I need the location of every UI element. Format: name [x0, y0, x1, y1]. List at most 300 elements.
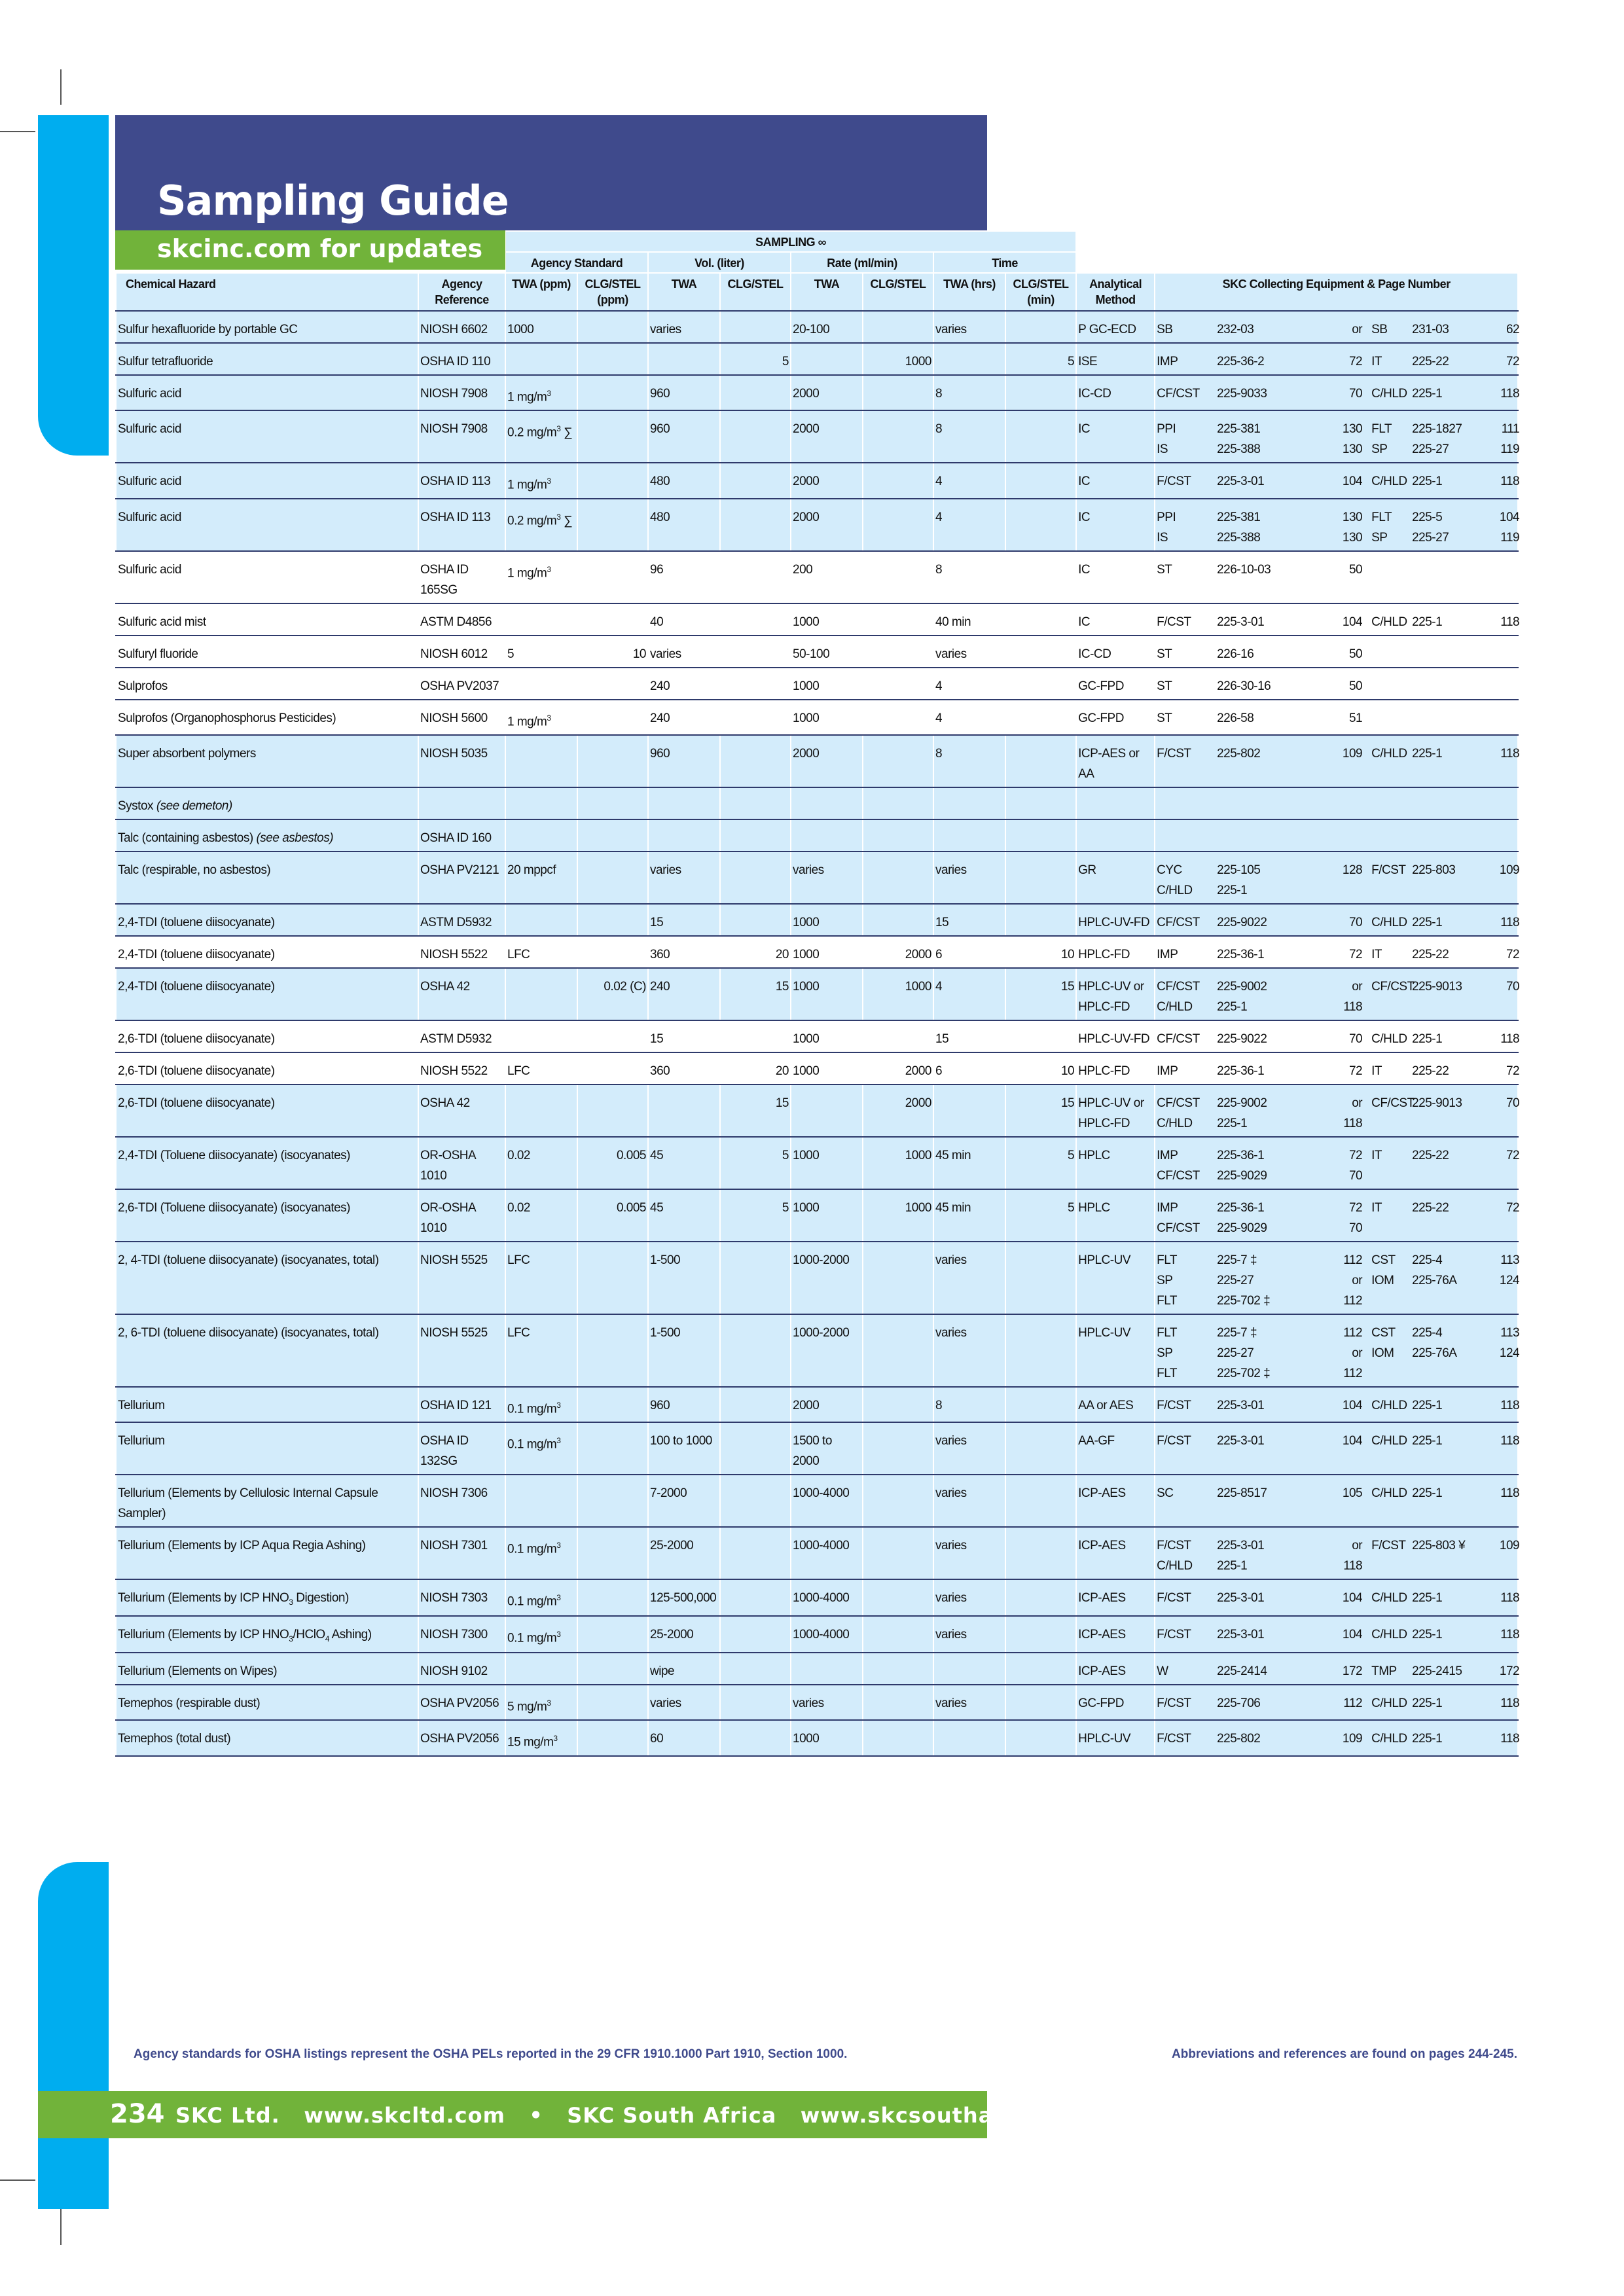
time-twa-cell: 8: [933, 375, 1005, 410]
rate-clg-cell: [863, 787, 933, 819]
page-number: 234: [110, 2099, 165, 2129]
rate-clg-cell: [863, 1422, 933, 1475]
sampling-header: SAMPLING ∞: [505, 231, 1076, 252]
time-clg-cell: [1005, 700, 1076, 735]
clg-ppm-cell: [577, 668, 648, 700]
chemical-hazard-cell: 2,4-TDI (Toluene diisocyanate) (isocyanates): [116, 1137, 418, 1189]
chemical-hazard-cell: 2,6-TDI (Toluene diisocyanate) (isocyanates): [116, 1189, 418, 1242]
agency-reference-cell: OSHA ID 113: [418, 463, 505, 498]
time-twa-cell: 15: [933, 1020, 1005, 1052]
clg-ppm-cell: [577, 1052, 648, 1085]
time-twa-cell: 40 min: [933, 603, 1005, 636]
vol-twa-cell: 960: [648, 375, 720, 410]
time-twa-cell: 4: [933, 700, 1005, 735]
vol-clg-cell: [720, 1387, 791, 1422]
twa-ppm-cell: [505, 735, 577, 787]
rate-twa-cell: 1000: [791, 603, 863, 636]
rate-twa-cell: 1000: [791, 1189, 863, 1242]
table-row: [116, 1242, 1518, 1314]
twa-ppm-cell: [505, 787, 577, 819]
table-row: [116, 1314, 1518, 1387]
rate-twa-cell: 1000-4000: [791, 1616, 863, 1653]
vol-twa-cell: 1-500: [648, 1314, 720, 1387]
chemical-hazard-cell: Sulfuric acid: [116, 551, 418, 603]
time-twa-cell: 4: [933, 463, 1005, 498]
vol-twa-cell: 480: [648, 499, 720, 551]
table-row: [116, 551, 1518, 603]
time-clg-header: CLG/STEL (min): [1005, 273, 1076, 311]
clg-ppm-cell: [577, 311, 648, 343]
chemical-hazard-cell: 2,6-TDI (toluene diisocyanate): [116, 1020, 418, 1052]
table-row: [116, 1616, 1518, 1653]
page-title: Sampling Guide: [157, 177, 509, 224]
rate-twa-cell: [791, 1085, 863, 1137]
crop-mark: [0, 2179, 35, 2181]
time-twa-cell: varies: [933, 1475, 1005, 1527]
rate-clg-cell: [863, 1242, 933, 1314]
vol-clg-cell: [720, 700, 791, 735]
time-twa-cell: 45 min: [933, 1189, 1005, 1242]
vol-twa-header: TWA: [648, 273, 720, 311]
clg-ppm-cell: [577, 1242, 648, 1314]
clg-ppm-cell: [577, 787, 648, 819]
twa-ppm-cell: 1 $mg/m^3$: [505, 463, 577, 498]
clg-ppm-cell: [577, 819, 648, 852]
rate-clg-cell: [863, 852, 933, 904]
vol-twa-cell: 240: [648, 668, 720, 700]
agency-reference-cell: OSHA PV2056: [418, 1720, 505, 1755]
clg-ppm-cell: [577, 1314, 648, 1387]
time-twa-cell: varies: [933, 311, 1005, 343]
vol-clg-cell: 15: [720, 968, 791, 1020]
vol-clg-cell: [720, 735, 791, 787]
analytical-method-cell: HPLC-UV-FD: [1076, 1020, 1155, 1052]
vol-clg-cell: [720, 499, 791, 551]
twa-ppm-cell: 0.1 $mg/m^3$: [505, 1527, 577, 1579]
vol-header: Vol. (liter): [648, 252, 791, 273]
vol-clg-cell: [720, 311, 791, 343]
twa-ppm-cell: 1 $mg/m^3$: [505, 551, 577, 603]
time-twa-cell: varies: [933, 1314, 1005, 1387]
header-spacer: [1076, 231, 1518, 252]
vol-twa-cell: [648, 343, 720, 375]
analytical-method-cell: IC: [1076, 499, 1155, 551]
time-clg-cell: [1005, 1475, 1076, 1527]
time-clg-cell: [1005, 551, 1076, 603]
chemical-hazard-cell: Tellurium (Elements by Cellulosic Internal Capsule Sampler): [116, 1475, 418, 1527]
vol-twa-cell: 100 to 1000: [648, 1422, 720, 1475]
agency-reference-cell: OSHA PV2037: [418, 668, 505, 700]
rate-clg-cell: [863, 1527, 933, 1579]
vol-clg-cell: [720, 1314, 791, 1387]
rate-header: Rate (ml/min): [791, 252, 933, 273]
time-twa-header: TWA (hrs): [933, 273, 1005, 311]
crop-mark: [0, 131, 35, 132]
analytical-method-cell: HPLC-UV or HPLC-FD: [1076, 968, 1155, 1020]
vol-twa-cell: 125-500,000: [648, 1579, 720, 1616]
rate-twa-cell: varies: [791, 1685, 863, 1720]
rate-clg-cell: [863, 636, 933, 668]
agency-reference-cell: NIOSH 5525: [418, 1242, 505, 1314]
clg-ppm-cell: [577, 1475, 648, 1527]
rate-twa-cell: [791, 819, 863, 852]
table-row: [116, 700, 1518, 735]
clg-ppm-cell: [577, 1527, 648, 1579]
analytical-method-cell: HPLC-UV: [1076, 1242, 1155, 1314]
table-row: [116, 1579, 1518, 1616]
chemical-hazard-cell: 2,6-TDI (toluene diisocyanate): [116, 1085, 418, 1137]
agency-reference-cell: OSHA ID 113: [418, 499, 505, 551]
twa-ppm-cell: 1 $mg/m^3$: [505, 375, 577, 410]
clg-ppm-cell: [577, 852, 648, 904]
equipment-cell: F/CST 225-3-01 104 C/HLD 225-1 118: [1155, 1579, 1518, 1616]
time-twa-cell: 8: [933, 735, 1005, 787]
twa-ppm-cell: 0.2 $mg/m^3$ ∑: [505, 410, 577, 463]
rate-clg-cell: [863, 1020, 933, 1052]
agency-reference-cell: OR-OSHA 1010: [418, 1137, 505, 1189]
twa-ppm-cell: 5: [505, 636, 577, 668]
equipment-cell: F/CST 225-3-01 104 C/HLD 225-1 118: [1155, 1422, 1518, 1475]
rate-twa-cell: 1000: [791, 936, 863, 968]
table-row: [116, 1685, 1518, 1720]
vol-twa-cell: 240: [648, 968, 720, 1020]
table-row: [116, 1422, 1518, 1475]
rate-twa-cell: 1500 to 2000: [791, 1422, 863, 1475]
analytical-method-cell: P GC-ECD: [1076, 311, 1155, 343]
rate-twa-cell: [791, 343, 863, 375]
analytical-method-cell: HPLC-UV: [1076, 1720, 1155, 1755]
rate-clg-cell: [863, 904, 933, 936]
twa-ppm-cell: LFC: [505, 936, 577, 968]
time-clg-cell: 15: [1005, 1085, 1076, 1137]
equipment-cell: F/CST 225-3-01 104 C/HLD 225-1 118: [1155, 463, 1518, 498]
twa-ppm-cell: 15 $mg/m^3$: [505, 1720, 577, 1755]
analytical-method-cell: GC-FPD: [1076, 668, 1155, 700]
table-row: [116, 904, 1518, 936]
rate-clg-cell: 2000: [863, 1085, 933, 1137]
rate-clg-cell: [863, 311, 933, 343]
analytical-method-cell: ICP-AES: [1076, 1616, 1155, 1653]
agency-reference-cell: [418, 787, 505, 819]
agency-reference-cell: OSHA PV2121: [418, 852, 505, 904]
vol-clg-cell: 20: [720, 936, 791, 968]
table-row: [116, 499, 1518, 551]
agency-reference-cell: OSHA 42: [418, 968, 505, 1020]
twa-ppm-cell: 0.2 $mg/m^3$ ∑: [505, 499, 577, 551]
time-clg-cell: 10: [1005, 936, 1076, 968]
vol-twa-cell: 60: [648, 1720, 720, 1755]
time-twa-cell: 4: [933, 499, 1005, 551]
agency-reference-cell: NIOSH 7303: [418, 1579, 505, 1616]
time-clg-cell: [1005, 375, 1076, 410]
chemical-hazard-cell: Sulfuric acid: [116, 463, 418, 498]
analytical-method-cell: HPLC-UV-FD: [1076, 904, 1155, 936]
clg-ppm-cell: [577, 904, 648, 936]
time-twa-cell: [933, 1085, 1005, 1137]
agency-reference-cell: OSHA ID 132SG: [418, 1422, 505, 1475]
time-clg-cell: [1005, 735, 1076, 787]
analytical-method-cell: GC-FPD: [1076, 1685, 1155, 1720]
time-twa-cell: 6: [933, 1052, 1005, 1085]
chemical-hazard-cell: Tellurium (Elements on Wipes): [116, 1653, 418, 1685]
rate-clg-cell: [863, 499, 933, 551]
chemical-hazard-cell: Sulfuryl fluoride: [116, 636, 418, 668]
clg-ppm-cell: [577, 551, 648, 603]
time-twa-cell: 4: [933, 668, 1005, 700]
rate-twa-cell: 2000: [791, 375, 863, 410]
twa-ppm-cell: 0.1 $mg/m^3$: [505, 1616, 577, 1653]
analytical-method-cell: ICP-AES: [1076, 1527, 1155, 1579]
chemical-hazard-cell: 2, 6-TDI (toluene diisocyanate) (isocyanates, total): [116, 1314, 418, 1387]
rate-clg-cell: 1000: [863, 343, 933, 375]
header-spacer: [1076, 252, 1518, 273]
clg-stel-ppm-header: CLG/STEL (ppm): [577, 273, 648, 311]
equipment-cell: CF/CST 225-9002 or CF/CST 225-9013 70 C/HLD 225-1 118: [1155, 968, 1518, 1020]
rate-twa-cell: 1000-4000: [791, 1527, 863, 1579]
agency-reference-cell: ASTM D5932: [418, 904, 505, 936]
rate-twa-cell: 2000: [791, 463, 863, 498]
agency-reference-cell: NIOSH 7300: [418, 1616, 505, 1653]
time-clg-cell: [1005, 668, 1076, 700]
rate-clg-cell: [863, 700, 933, 735]
analytical-method-header: Analytical Method: [1076, 273, 1155, 311]
twa-ppm-cell: LFC: [505, 1314, 577, 1387]
chemical-hazard-cell: 2,6-TDI (toluene diisocyanate): [116, 1052, 418, 1085]
vol-twa-cell: 360: [648, 1052, 720, 1085]
time-twa-cell: varies: [933, 1579, 1005, 1616]
vol-clg-cell: [720, 603, 791, 636]
time-clg-cell: [1005, 499, 1076, 551]
twa-ppm-cell: [505, 603, 577, 636]
vol-twa-cell: 15: [648, 904, 720, 936]
agency-reference-cell: ASTM D5932: [418, 1020, 505, 1052]
agency-reference-cell: ASTM D4856: [418, 603, 505, 636]
twa-ppm-cell: 20 mppcf: [505, 852, 577, 904]
agency-reference-cell: OSHA ID 165SG: [418, 551, 505, 603]
table-row: [116, 463, 1518, 498]
agency-standard-header: Agency Standard: [505, 252, 648, 273]
equipment-cell: ST 226-10-03 50: [1155, 551, 1518, 603]
rate-twa-cell: 1000-2000: [791, 1242, 863, 1314]
agency-reference-cell: NIOSH 7908: [418, 375, 505, 410]
time-twa-cell: varies: [933, 1422, 1005, 1475]
rate-clg-cell: [863, 819, 933, 852]
vol-twa-cell: 25-2000: [648, 1527, 720, 1579]
rate-twa-cell: 1000: [791, 968, 863, 1020]
analytical-method-cell: GC-FPD: [1076, 700, 1155, 735]
clg-ppm-cell: [577, 1020, 648, 1052]
analytical-method-cell: HPLC-FD: [1076, 936, 1155, 968]
twa-ppm-cell: [505, 819, 577, 852]
company-line: SKC Ltd. www.skcltd.com • SKC South Africa www.skcsouthafrica.co.za: [175, 2103, 1123, 2128]
table-row: [116, 1137, 1518, 1189]
rate-clg-cell: 2000: [863, 936, 933, 968]
sampling-table: [115, 230, 1519, 1757]
rate-clg-cell: [863, 463, 933, 498]
time-clg-cell: [1005, 1314, 1076, 1387]
chemical-hazard-cell: Temephos (total dust): [116, 1720, 418, 1755]
table-row: [116, 636, 1518, 668]
table-row: [116, 375, 1518, 410]
equipment-cell: F/CST 225-3-01 or F/CST 225-803 ¥ 109 C/HLD 225-1 118: [1155, 1527, 1518, 1579]
analytical-method-cell: IC: [1076, 410, 1155, 463]
equipment-cell: CF/CST 225-9022 70 C/HLD 225-1 118: [1155, 1020, 1518, 1052]
analytical-method-cell: [1076, 787, 1155, 819]
vol-clg-cell: [720, 1020, 791, 1052]
twa-ppm-cell: 0.02: [505, 1137, 577, 1189]
vol-clg-cell: [720, 1242, 791, 1314]
time-clg-cell: 5: [1005, 1189, 1076, 1242]
vol-clg-cell: 15: [720, 1085, 791, 1137]
agency-reference-cell: OSHA 42: [418, 1085, 505, 1137]
chemical-hazard-cell: Sulfuric acid: [116, 410, 418, 463]
time-clg-cell: [1005, 603, 1076, 636]
agency-reference-cell: NIOSH 7301: [418, 1527, 505, 1579]
time-twa-cell: varies: [933, 1685, 1005, 1720]
agency-reference-cell: NIOSH 5035: [418, 735, 505, 787]
vol-clg-cell: [720, 1579, 791, 1616]
table-row: [116, 1085, 1518, 1137]
rate-clg-cell: 1000: [863, 968, 933, 1020]
rate-clg-cell: 1000: [863, 1189, 933, 1242]
clg-ppm-cell: [577, 700, 648, 735]
twa-ppm-cell: [505, 668, 577, 700]
table-row: [116, 1020, 1518, 1052]
table-row: [116, 936, 1518, 968]
equipment-cell: F/CST 225-3-01 104 C/HLD 225-1 118: [1155, 1387, 1518, 1422]
rate-clg-cell: [863, 1314, 933, 1387]
clg-ppm-cell: [577, 375, 648, 410]
rate-clg-cell: [863, 1685, 933, 1720]
equipment-cell: F/CST 225-706 112 C/HLD 225-1 118: [1155, 1685, 1518, 1720]
rate-clg-cell: [863, 668, 933, 700]
analytical-method-cell: GR: [1076, 852, 1155, 904]
table-row: [116, 1475, 1518, 1527]
clg-ppm-cell: [577, 603, 648, 636]
vol-clg-cell: 20: [720, 1052, 791, 1085]
chemical-hazard-header: Chemical Hazard: [116, 273, 418, 311]
clg-ppm-cell: [577, 1579, 648, 1616]
equipment-cell: SB 232-03 or SB 231-03 62: [1155, 311, 1518, 343]
footnote-left: Agency standards for OSHA listings represent the OSHA PELs reported in the 29 CFR 1910.1000 Part 1910, Section 1000.: [134, 2047, 848, 2061]
equipment-cell: IMP 225-36-1 72 IT 225-22 72: [1155, 936, 1518, 968]
time-twa-cell: varies: [933, 636, 1005, 668]
vol-clg-cell: 5: [720, 343, 791, 375]
table-body: [116, 311, 1518, 1756]
vol-twa-cell: 360: [648, 936, 720, 968]
clg-ppm-cell: [577, 1720, 648, 1755]
table-row: [116, 343, 1518, 375]
rate-clg-cell: [863, 1475, 933, 1527]
analytical-method-cell: HPLC: [1076, 1137, 1155, 1189]
equipment-cell: ST 226-16 50: [1155, 636, 1518, 668]
chemical-hazard-cell: Temephos (respirable dust): [116, 1685, 418, 1720]
table-row: [116, 668, 1518, 700]
chemical-hazard-cell: Sulfuric acid: [116, 375, 418, 410]
time-twa-cell: [933, 1720, 1005, 1755]
vol-twa-cell: 96: [648, 551, 720, 603]
analytical-method-cell: ISE: [1076, 343, 1155, 375]
twa-ppm-cell: [505, 968, 577, 1020]
twa-ppm-cell: 1 $mg/m^3$: [505, 700, 577, 735]
clg-ppm-cell: 10: [577, 636, 648, 668]
agency-reference-cell: OR-OSHA 1010: [418, 1189, 505, 1242]
equipment-cell: SC 225-8517 105 C/HLD 225-1 118: [1155, 1475, 1518, 1527]
equipment-cell: ST 226-58 51: [1155, 700, 1518, 735]
vol-twa-cell: varies: [648, 1685, 720, 1720]
agency-reference-cell: NIOSH 5525: [418, 1314, 505, 1387]
vol-twa-cell: varies: [648, 636, 720, 668]
rate-clg-cell: [863, 551, 933, 603]
time-clg-cell: [1005, 1579, 1076, 1616]
rate-twa-cell: 1000: [791, 700, 863, 735]
analytical-method-cell: IC: [1076, 463, 1155, 498]
time-header: Time: [933, 252, 1076, 273]
twa-ppm-cell: LFC: [505, 1052, 577, 1085]
clg-ppm-cell: 0.02 (C): [577, 968, 648, 1020]
vol-clg-cell: [720, 1475, 791, 1527]
vol-twa-cell: 960: [648, 410, 720, 463]
time-clg-cell: [1005, 819, 1076, 852]
vol-clg-cell: [720, 375, 791, 410]
time-twa-cell: 15: [933, 904, 1005, 936]
time-clg-cell: [1005, 1616, 1076, 1653]
time-clg-cell: 15: [1005, 968, 1076, 1020]
twa-ppm-cell: [505, 1475, 577, 1527]
time-clg-cell: [1005, 311, 1076, 343]
analytical-method-cell: [1076, 819, 1155, 852]
twa-ppm-cell: 0.1 $mg/m^3$: [505, 1579, 577, 1616]
clg-ppm-cell: [577, 1387, 648, 1422]
vol-clg-cell: [720, 1527, 791, 1579]
twa-ppm-header: TWA (ppm): [505, 273, 577, 311]
clg-ppm-cell: [577, 1653, 648, 1685]
vol-clg-cell: [720, 1720, 791, 1755]
vol-twa-cell: 45: [648, 1189, 720, 1242]
crop-mark: [60, 69, 62, 105]
analytical-method-cell: HPLC: [1076, 1189, 1155, 1242]
twa-ppm-cell: 0.1 $mg/m^3$: [505, 1387, 577, 1422]
clg-ppm-cell: 0.005: [577, 1137, 648, 1189]
analytical-method-cell: HPLC-UV or HPLC-FD: [1076, 1085, 1155, 1137]
rate-twa-cell: 1000: [791, 1720, 863, 1755]
agency-reference-cell: NIOSH 7306: [418, 1475, 505, 1527]
chemical-hazard-cell: 2, 4-TDI (toluene diisocyanate) (isocyanates, total): [116, 1242, 418, 1314]
equipment-cell: F/CST 225-802 109 C/HLD 225-1 118: [1155, 735, 1518, 787]
equipment-cell: [1155, 787, 1518, 819]
table-row: [116, 1189, 1518, 1242]
time-twa-cell: varies: [933, 1616, 1005, 1653]
chemical-hazard-cell: 2,4-TDI (toluene diisocyanate): [116, 936, 418, 968]
time-twa-cell: varies: [933, 1527, 1005, 1579]
analytical-method-cell: HPLC-FD: [1076, 1052, 1155, 1085]
twa-ppm-cell: 1000: [505, 311, 577, 343]
rate-twa-cell: varies: [791, 852, 863, 904]
time-clg-cell: 5: [1005, 1137, 1076, 1189]
time-clg-cell: [1005, 1387, 1076, 1422]
equipment-cell: IMP 225-36-2 72 IT 225-22 72: [1155, 343, 1518, 375]
footnote-right: Abbreviations and references are found on pages 244-245.: [1172, 2047, 1517, 2061]
equipment-cell: FLT 225-7 ‡ 112 CST 225-4 113 SP 225-27 or IOM 225-76A 124 FLT 225-702 ‡ 112: [1155, 1314, 1518, 1387]
table-row: [116, 603, 1518, 636]
rate-twa-cell: 1000: [791, 904, 863, 936]
vol-twa-cell: 25-2000: [648, 1616, 720, 1653]
side-tab-top: [38, 115, 109, 456]
equipment-cell: FLT 225-7 ‡ 112 CST 225-4 113 SP 225-27 or IOM 225-76A 124 FLT 225-702 ‡ 112: [1155, 1242, 1518, 1314]
vol-clg-cell: [720, 852, 791, 904]
table-row: [116, 787, 1518, 819]
clg-ppm-cell: [577, 936, 648, 968]
